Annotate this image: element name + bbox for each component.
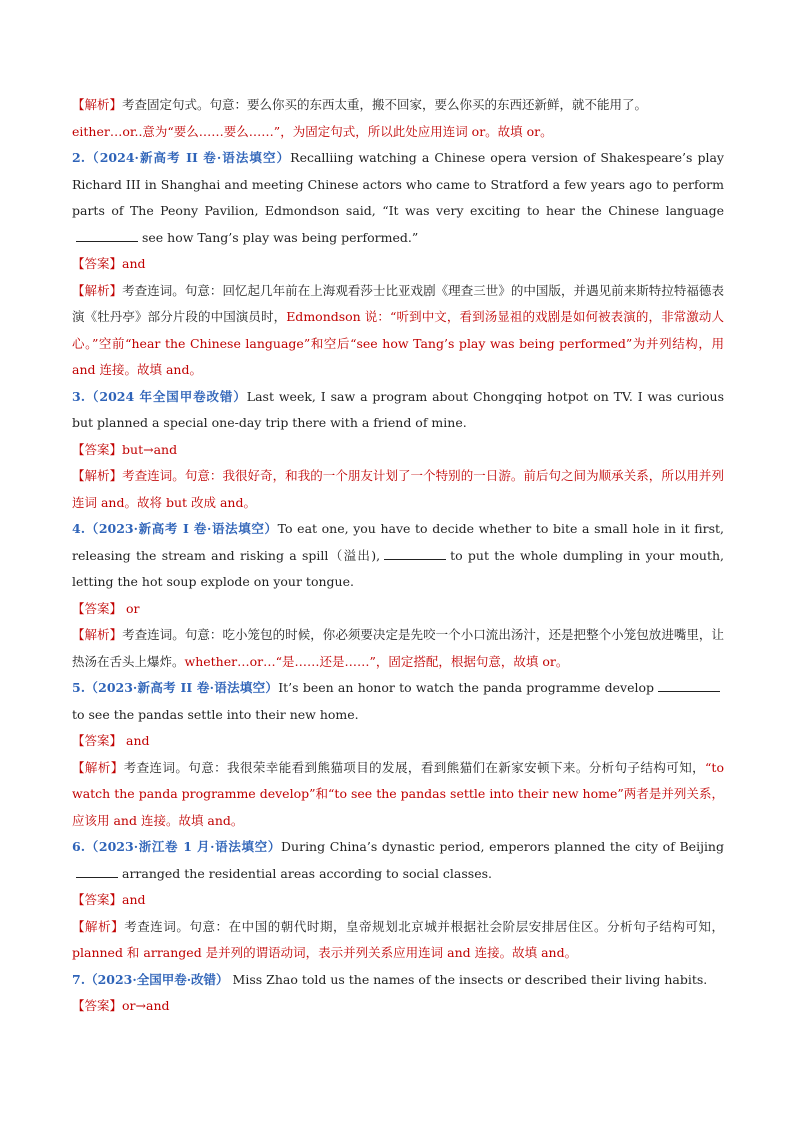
answer-blank[interactable]	[76, 865, 118, 878]
item4-question: 4.（2023·新高考 I 卷·语法填空）To eat one, you have to decide whether to bite a small hole in it first, releasing the stream and risking a spill（溢出), to put the whole dumpling in your mouth, letting the hot soup explode on your tongue.	[72, 521, 724, 589]
item5-answer: 【答案】 and	[72, 733, 150, 748]
item5-question: 5.（2023·新高考 II 卷·语法填空）It’s been an honor to watch the panda programme developto see the pandas settle into their new home.	[72, 675, 724, 728]
answer-label: 【答案】	[72, 998, 123, 1013]
answer-label: 【答案】	[72, 256, 123, 271]
item3-analysis: 【解析】考查连词。句意：我很好奇，和我的一个朋友计划了一个特别的一日游。前后句之间为顺承关系，所以用并列连词 and。故将 but 改成 and。	[72, 468, 724, 510]
item4-answer: 【答案】 or	[72, 600, 140, 616]
answer-label: 【答案】	[72, 733, 123, 748]
item5-source: （2023·新高考 II 卷·语法填空）	[85, 680, 279, 695]
answer-blank[interactable]	[658, 679, 720, 692]
item3-answer: 【答案】but→and	[72, 441, 178, 457]
item3-source: （2024 年全国甲卷改错）	[85, 388, 247, 404]
item7-question: 7.（2023·全国甲卷·改错） Miss Zhao told us the names of the insects or described their living habits.	[72, 971, 708, 987]
item3-question: 3.（2024 年全国甲卷改错）Last week, I saw a program about Chongqing hotpot on TV. I was curious but planned a special one-day trip there with a friend of mine.	[72, 388, 724, 430]
answer-label: 【答案】	[72, 441, 123, 457]
analysis-label: 【解析】	[72, 759, 124, 775]
item4-source: （2023·新高考 I 卷·语法填空）	[85, 521, 278, 536]
item5-analysis: 【解析】考查连词。句意：我很荣幸能看到熊猫项目的发展，看到熊猫们在新家安顿下来。分析句子结构可知，“to watch the panda programme develop”和“to see the pandas settle into their new home”两者是并列关系，应该用 and 连接。故填 and。	[72, 759, 724, 828]
document-page	[72, 92, 724, 1020]
item7-source: （2023·全国甲卷·改错）	[85, 971, 229, 987]
item2-question: 2.（2024·新高考 II 卷·语法填空）Recalliing watching a Chinese opera version of Shakespeare’s play Richard III in Shanghai and meeting Chinese actors who came to Stratford a few years ago to perform parts of The Peony Pavilion, Edmondson said, “It was very exciting to hear the Chinese languagesee how Tang’s play was being performed.”	[72, 150, 724, 245]
answer-blank[interactable]	[384, 547, 446, 560]
answer-blank[interactable]	[76, 229, 138, 242]
analysis-label: 【解析】	[72, 468, 123, 483]
item4-analysis: 【解析】考查连词。句意：吃小笼包的时候，你必须要决定是先咬一个小口流出汤汁，还是把整个小笼包放进嘴里，让热汤在舌头上爆炸。whether…or…“是……还是……”，固定搭配，根据句意，故填 or。	[72, 627, 724, 669]
item2-source: （2024·新高考 II 卷·语法填空）	[85, 150, 291, 165]
analysis-label: 【解析】	[72, 918, 125, 934]
item1-analysis: 【解析】考查固定句式。句意：要么你买的东西太重，搬不回家，要么你买的东西还新鲜，就不能用了。 either…or..意为“要么……要么……”，为固定句式，所以此处应用连词 or。故填 or。	[72, 97, 648, 139]
item2-analysis: 【解析】考查连词。句意：回忆起几年前在上海观看莎士比亚戏剧《理查三世》的中国版，并遇见前来斯特拉特福德表演《牡丹亭》部分片段的中国演员时，Edmondson 说：“听到中文，看到汤显祖的戏剧是如何被表演的，非常激动人心。”空前“hear the Chinese language”和空后“see how Tang’s play was being performed”为并列结构，用 and 连接。故填 and。	[72, 282, 724, 377]
item6-source: （2023·浙江卷 1 月·语法填空）	[85, 839, 282, 854]
item6-analysis: 【解析】考查连词。句意：在中国的朝代时期，皇帝规划北京城并根据社会阶层安排居住区。分析句子结构可知，planned 和 arranged 是并列的谓语动词，表示并列关系应用连词 and 连接。故填 and。	[72, 918, 724, 960]
analysis-label: 【解析】	[72, 97, 123, 112]
item6-answer: 【答案】and	[72, 892, 146, 907]
analysis-label: 【解析】	[72, 627, 123, 642]
item2-answer: 【答案】and	[72, 256, 146, 271]
item6-question: 6.（2023·浙江卷 1 月·语法填空）During China’s dynastic period, emperors planned the city of Beijingarranged the residential areas according to social classes.	[72, 839, 724, 881]
answer-label: 【答案】	[72, 600, 123, 616]
answer-label: 【答案】	[72, 892, 123, 907]
analysis-label: 【解析】	[72, 282, 123, 298]
item7-answer: 【答案】or→and	[72, 998, 170, 1013]
